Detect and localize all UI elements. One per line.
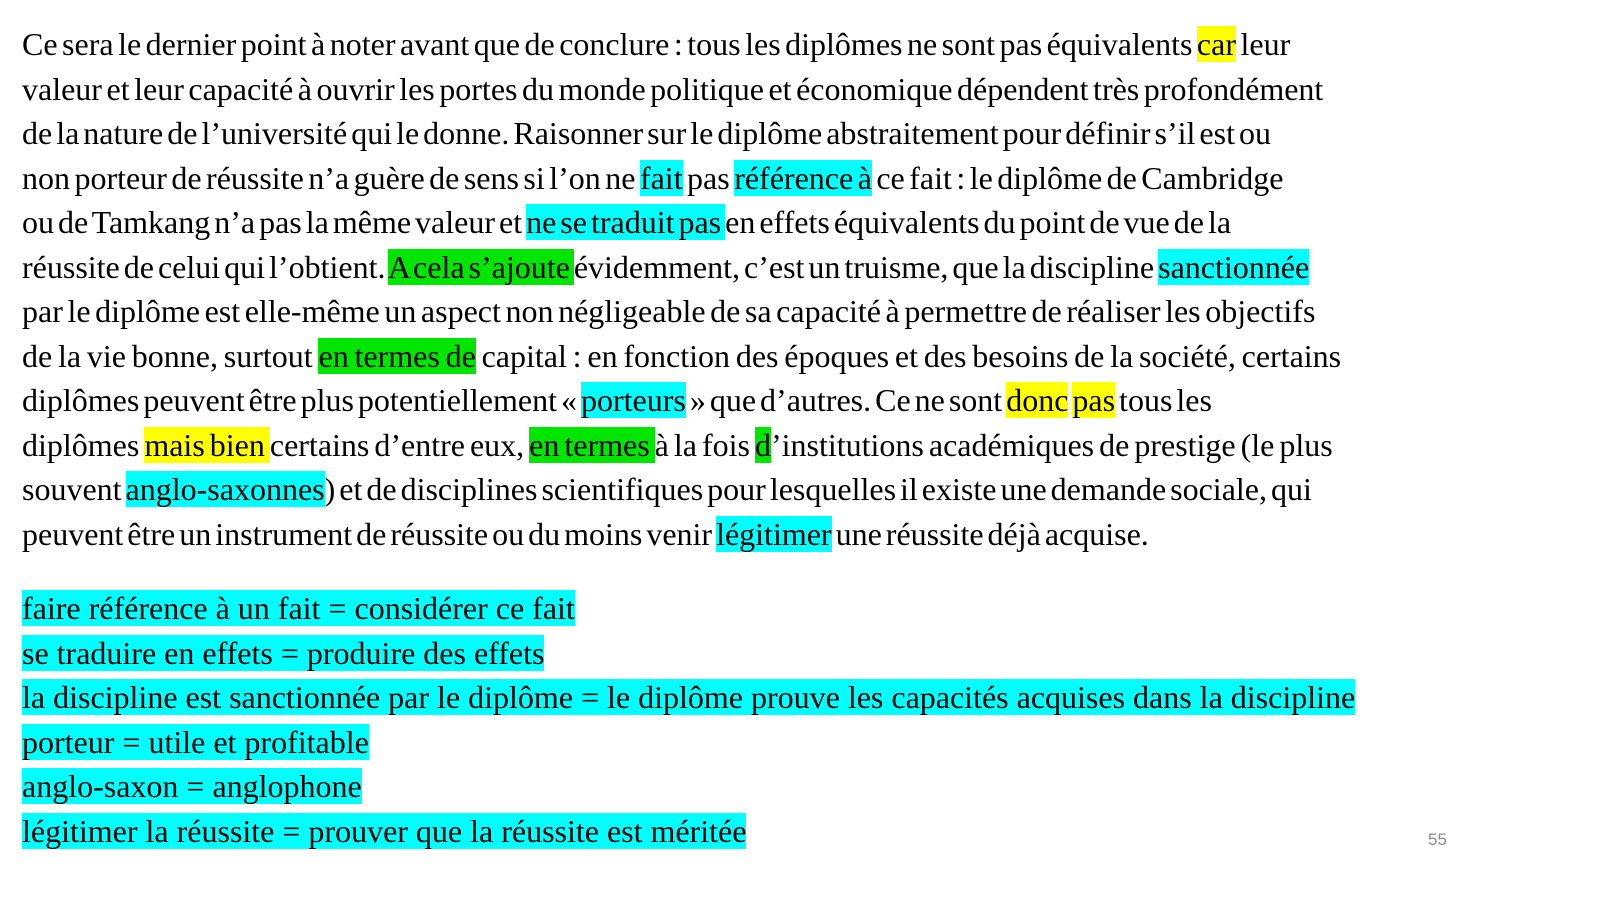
text-segment: par le diplôme est elle-même un aspect non négligeable de sa capacité à permettre de réaliser les objectifs	[22, 293, 1316, 329]
paragraph-line	[22, 245, 1592, 290]
highlight-green: en termes	[529, 426, 655, 463]
paragraph-line	[22, 22, 1592, 67]
glossary-item	[22, 720, 1355, 765]
text-segment: peuvent être un instrument de réussite ou du moins venir	[22, 515, 717, 552]
highlight-yellow: pas	[1072, 382, 1116, 418]
highlight-yellow: mais bien	[144, 426, 270, 463]
text-segment: ou de Tamkang n’a pas la même valeur et	[22, 204, 527, 240]
paragraph-line	[22, 334, 1592, 379]
highlight-green: d	[754, 426, 771, 463]
glossary-item-text: légitimer la réussite = prouver que la réussite est méritée	[22, 812, 747, 849]
text-segment: à la fois	[654, 426, 755, 463]
page-number: 55	[1428, 830, 1447, 849]
paragraph-line	[22, 111, 1592, 156]
text-segment: » que d’autres. Ce ne sont	[685, 382, 1007, 418]
text-segment: valeur et leur capacité à ouvrir les portes du monde politique et économique dépendent très profondément	[22, 70, 1324, 107]
highlight-yellow: car	[1196, 26, 1236, 62]
glossary-item	[22, 764, 1355, 809]
text-segment: en effets équivalents du point de vue de la	[725, 204, 1232, 240]
glossary-item	[22, 809, 1355, 854]
paragraph-line	[22, 378, 1592, 423]
highlight-cyan: ne se traduit pas	[526, 204, 726, 240]
highlight-green: en termes de	[318, 337, 476, 374]
paragraph-line	[22, 512, 1592, 557]
text-segment: réussite de celui qui l’obtient.	[22, 248, 388, 285]
text-segment: de la nature de l’université qui le donne. Raisonner sur le diplôme abstraitement pour définir s’il est ou	[22, 115, 1271, 151]
text-segment: capital : en fonction des époques et des besoins de la société, certains	[475, 337, 1342, 374]
glossary-item	[22, 631, 1355, 676]
paragraph-line	[22, 156, 1592, 201]
highlight-cyan: porteurs	[580, 382, 686, 418]
paragraph-line	[22, 289, 1592, 334]
highlight-cyan: légitimer	[716, 515, 832, 552]
text-segment: pas	[682, 159, 735, 196]
text-segment: souvent	[22, 471, 126, 507]
text-segment: de la vie bonne, surtout	[22, 337, 319, 374]
paragraph-line	[22, 467, 1592, 512]
highlight-cyan: référence à	[734, 159, 872, 196]
text-segment: leur	[1235, 26, 1291, 62]
highlight-green: A cela s’ajoute	[387, 248, 574, 285]
paragraph-line	[22, 67, 1592, 112]
text-segment: diplômes	[22, 426, 145, 463]
glossary-item-text: porteur = utile et profitable	[22, 723, 369, 760]
glossary-item	[22, 586, 1355, 631]
text-segment: une réussite déjà acquise.	[831, 515, 1149, 552]
text-segment: certains d’entre eux,	[269, 426, 530, 463]
glossary-list	[22, 586, 1355, 853]
highlight-cyan: sanctionnée	[1158, 248, 1310, 285]
paragraph-line	[22, 200, 1592, 245]
glossary-item-text: se traduire en effets = produire des effets	[22, 634, 545, 671]
text-segment: non porteur de réussite n’a guère de sens si l’on ne	[22, 159, 640, 196]
paragraph-line	[22, 423, 1592, 468]
main-paragraph	[22, 22, 1592, 556]
text-segment: diplômes peuvent être plus potentiellement «	[22, 382, 581, 418]
text-segment: ’institutions académiques de prestige (le plus	[770, 426, 1333, 463]
highlight-cyan: fait	[639, 159, 683, 196]
glossary-item-text: la discipline est sanctionnée par le diplôme = le diplôme prouve les capacités acquises dans la discipline	[22, 679, 1356, 715]
text-segment: évidemment, c’est un truisme, que la discipline	[573, 248, 1159, 285]
glossary-item-text: anglo-saxon = anglophone	[22, 768, 362, 804]
highlight-yellow: donc	[1006, 382, 1069, 418]
text-segment: Ce sera le dernier point à noter avant que de conclure : tous les diplômes ne sont pas équivalents	[22, 26, 1197, 62]
text-segment: ce fait : le diplôme de Cambridge	[871, 159, 1284, 196]
highlight-cyan: anglo-saxonnes	[125, 471, 325, 507]
text-segment: ) et de disciplines scientifiques pour lesquelles il existe une demande sociale, qui	[324, 471, 1312, 507]
text-segment: tous les	[1115, 382, 1212, 418]
glossary-item-text: faire référence à un fait = considérer ce fait	[22, 590, 575, 626]
glossary-item	[22, 675, 1355, 720]
